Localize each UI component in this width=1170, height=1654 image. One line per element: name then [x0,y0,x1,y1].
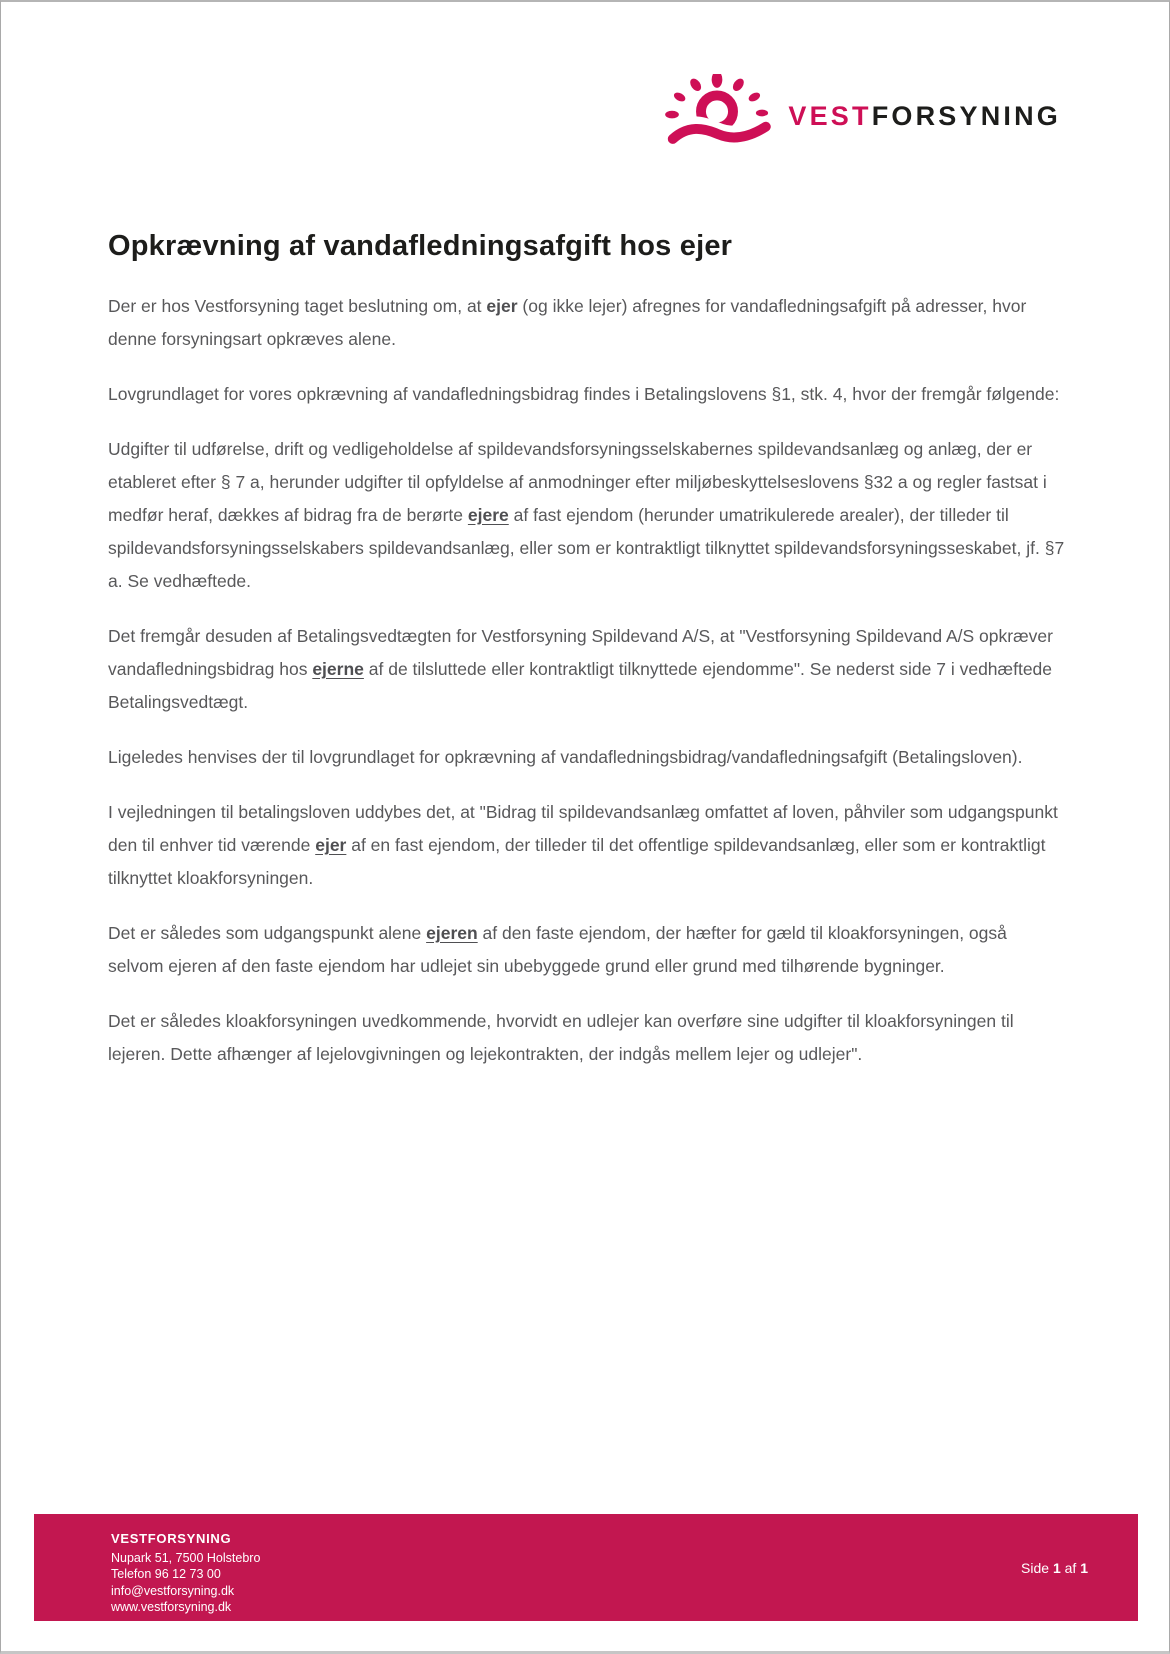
footer-email: info@vestforsyning.dk [111,1583,235,1598]
page-title: Opkrævning af vandafledningsafgift hos ejer [108,230,733,262]
footer-company-name: VESTFORSYNING [111,1531,232,1546]
footer-contact-block [111,1531,260,1616]
paragraph: Lovgrundlaget for vores opkrævning af vandafledningsbidrag findes i Betalingslovens §1, stk. 4, hvor der fremgår følgende: [108,384,1060,404]
logo-text-forsyning: FORSYNING [871,100,1061,131]
logo-text-vest: VEST [788,100,872,131]
document-body [108,290,1066,1093]
footer-website: www.vestforsyning.dk [111,1600,232,1614]
page-number: Side 1 af 1 [1021,1559,1088,1576]
footer-address: Nupark 51, 7500 Holstebro [111,1550,261,1565]
vestforsyning-logo [656,74,1061,152]
paragraph: Det er således kloakforsyningen uvedkommende, hvorvidt en udlejer kan overføre sine udgifter til kloakforsyningen til lejeren. Dette afhænger af lejelovgivningen og lejekontrakten, der indgås mellem lejer og udlejer". [108,1011,1014,1064]
paragraph: Udgifter til udførelse, drift og vedligeholdelse af spildevandsforsyningsselskabernes spildevandsanlæg og anlæg, der er etableret efter § 7 a, herunder udgifter til opfyldelse af anmodninger efter miljøbeskyttelseslovens §32 a og regler fastsat i medfør heraf, dækkes af bidrag fra de berørte ejere af fast ejendom (herunder umatrikulerede arealer), der tilleder til spildevandsforsyningsselskabers spildevandsanlæg, eller som er kontraktligt tilknyttet spildevandsforsyningsseskabet, jf. §7 a. Se vedhæftede. [108,439,1065,591]
logo-wordmark [788,97,1061,130]
sun-wave-icon [656,74,778,152]
paragraph: Ligeledes henvises der til lovgrundlaget for opkrævning af vandafledningsbidrag/vandafledningsafgift (Betalingsloven). [108,747,1023,767]
paragraph: I vejledningen til betalingsloven uddybes det, at "Bidrag til spildevandsanlæg omfattet af loven, påhviler som udgangspunkt den til enhver tid værende ejer af en fast ejendom, der tilleder til det offentlige spildevandsanlæg, eller som er kontraktligt tilknyttet kloakforsyningen. [108,802,1058,888]
paragraph: Der er hos Vestforsyning taget beslutning om, at ejer (og ikke lejer) afregnes for vandafledningsafgift på adresser, hvor denne forsyningsart opkræves alene. [108,296,1027,349]
paragraph: Det er således som udgangspunkt alene ejeren af den faste ejendom, der hæfter for gæld til kloakforsyningen, også selvom ejeren af den faste ejendom har udlejet sin ubebyggede grund eller grund med tilhørende bygninger. [108,923,1007,976]
footer-bar [34,1514,1138,1621]
paragraph: Det fremgår desuden af Betalingsvedtægten for Vestforsyning Spildevand A/S, at "Vestforsyning Spildevand A/S opkræver vandafledningsbidrag hos ejerne af de tilsluttede eller kontraktligt tilknyttede ejendomme". Se nederst side 7 i vedhæftede Betalingsvedtægt. [108,626,1053,712]
footer-phone: Telefon 96 12 73 00 [111,1567,221,1581]
